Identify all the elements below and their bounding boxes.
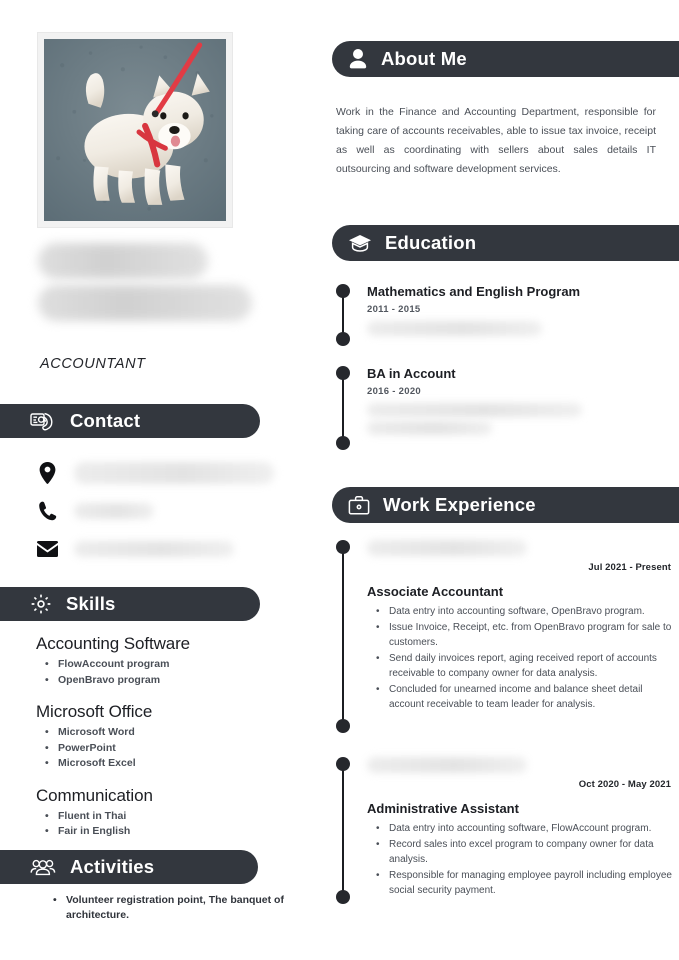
work-bullet: • Issue Invoice, Receipt, etc. from OpenBravo program for sale to customers. <box>367 620 679 651</box>
work-bullet-list <box>367 821 679 899</box>
contact-item-email[interactable] <box>36 531 286 567</box>
education-degree: Mathematics and English Program <box>367 284 581 299</box>
briefcase-icon <box>348 495 370 516</box>
work-bullet: • Concluded for unearned income and balance sheet detail account receivable to team leader for analysis. <box>367 682 679 713</box>
job-title: ACCOUNTANT <box>40 356 146 372</box>
work-bullet: • Record sales into excel program to company owner for data analysis. <box>367 837 679 868</box>
profile-photo-frame <box>38 33 232 227</box>
work-dates: Oct 2020 - May 2021 <box>578 779 671 790</box>
timeline-dot-start <box>336 757 350 771</box>
timeline-dot-end <box>336 332 350 346</box>
work-entry <box>332 757 679 899</box>
timeline-dot-end <box>336 890 350 904</box>
timeline-dot-end <box>336 719 350 733</box>
name-line-first <box>38 243 208 279</box>
work-bullet: • Data entry into accounting software, FlowAccount program. <box>367 821 679 837</box>
skill-item: • Microsoft Excel <box>36 756 286 772</box>
work-bullet-list <box>367 604 679 713</box>
timeline-line <box>342 371 344 445</box>
work-role: Associate Accountant <box>367 584 504 599</box>
section-title-activities: Activities <box>70 856 155 877</box>
candidate-name-redacted <box>38 243 278 327</box>
section-header-skills <box>0 587 260 621</box>
education-years: 2011 - 2015 <box>367 304 421 315</box>
section-header-work <box>332 487 679 523</box>
section-header-activities <box>0 850 258 884</box>
timeline-dot-end <box>336 436 350 450</box>
education-years: 2016 - 2020 <box>367 386 422 397</box>
skill-group-name: Accounting Software <box>36 634 191 653</box>
timeline-line <box>342 545 344 728</box>
skill-item-list <box>36 725 286 772</box>
location-pin-icon <box>36 462 58 484</box>
contact-list <box>36 455 286 569</box>
work-entry-content <box>367 540 679 713</box>
work-bullet: • Responsible for managing employee payroll including employee social security payment. <box>367 868 679 899</box>
work-bullet: • Data entry into accounting software, OpenBravo program. <box>367 604 679 620</box>
gear-icon <box>30 593 52 615</box>
about-paragraph: Work in the Finance and Accounting Department, responsible for taking care of accounts receivables, able to issue tax invoice, receipt as well as coordinating with sellers about sales details IT outsourcing and software development services. <box>336 106 656 175</box>
contact-card-phone-icon <box>30 411 56 431</box>
skill-item: • Fair in English <box>36 824 286 840</box>
main-content <box>332 0 679 960</box>
name-line-last <box>38 285 252 321</box>
person-icon <box>348 48 368 70</box>
graduation-cap-icon <box>348 233 372 253</box>
timeline-rail <box>336 366 350 450</box>
contact-item-phone[interactable] <box>36 493 286 529</box>
envelope-icon <box>36 541 58 557</box>
activity-item: • Volunteer registration point, The banquet of architecture. <box>36 893 286 922</box>
education-degree: BA in Account <box>367 366 456 381</box>
skill-group <box>36 786 286 840</box>
education-entry <box>332 284 679 336</box>
skill-item: • Fluent in Thai <box>36 809 286 825</box>
phone-icon <box>36 501 58 521</box>
education-entry-content <box>367 284 679 336</box>
work-entry-header <box>367 540 679 584</box>
section-title-about: About Me <box>381 48 467 69</box>
timeline-line <box>342 762 344 899</box>
education-entry-content <box>367 366 679 435</box>
people-group-icon <box>30 857 56 877</box>
education-school-redacted <box>367 321 542 336</box>
skill-group <box>36 634 286 688</box>
skill-item: • FlowAccount program <box>36 657 286 673</box>
timeline-dot-start <box>336 366 350 380</box>
work-bullet: • Send daily invoices report, aging received report of accounts receivable to company owner for data analysis. <box>367 651 679 682</box>
timeline-rail <box>336 284 350 346</box>
timeline-dot-start <box>336 284 350 298</box>
section-title-work: Work Experience <box>383 494 536 515</box>
section-title-contact: Contact <box>70 410 141 431</box>
education-school-redacted <box>367 403 582 417</box>
profile-photo <box>44 39 226 221</box>
work-entry-content <box>367 757 679 899</box>
contact-value-address-redacted <box>74 462 274 484</box>
contact-value-email-redacted <box>74 541 234 557</box>
left-sidebar <box>0 0 310 960</box>
timeline-dot-start <box>336 540 350 554</box>
timeline-rail <box>336 540 350 733</box>
work-company-redacted <box>367 757 527 773</box>
section-header-contact <box>0 404 260 438</box>
work-entry-header <box>367 757 679 801</box>
contact-item-address[interactable] <box>36 455 286 491</box>
skill-group-name: Communication <box>36 785 153 805</box>
skill-item: • Microsoft Word <box>36 725 286 741</box>
work-entry <box>332 540 679 713</box>
education-school-redacted <box>367 421 492 435</box>
skill-group-name: Microsoft Office <box>36 702 153 721</box>
education-entry <box>332 366 679 435</box>
section-header-about <box>332 41 679 77</box>
skills-body <box>36 634 286 854</box>
skill-item-list <box>36 809 286 840</box>
skill-item: • OpenBravo program <box>36 673 286 689</box>
section-header-education <box>332 225 679 261</box>
work-company-redacted <box>367 540 527 556</box>
activities-list <box>36 893 286 922</box>
section-title-education: Education <box>385 232 477 253</box>
skill-group <box>36 702 286 772</box>
dog-photo-illustration <box>44 39 226 221</box>
skill-item: • PowerPoint <box>36 741 286 757</box>
activities-body <box>36 893 286 922</box>
work-role: Administrative Assistant <box>367 801 519 816</box>
contact-value-phone-redacted <box>74 503 154 519</box>
work-dates: Jul 2021 - Present <box>588 562 671 573</box>
timeline-rail <box>336 757 350 904</box>
section-title-skills: Skills <box>66 593 116 614</box>
skill-item-list <box>36 657 286 688</box>
